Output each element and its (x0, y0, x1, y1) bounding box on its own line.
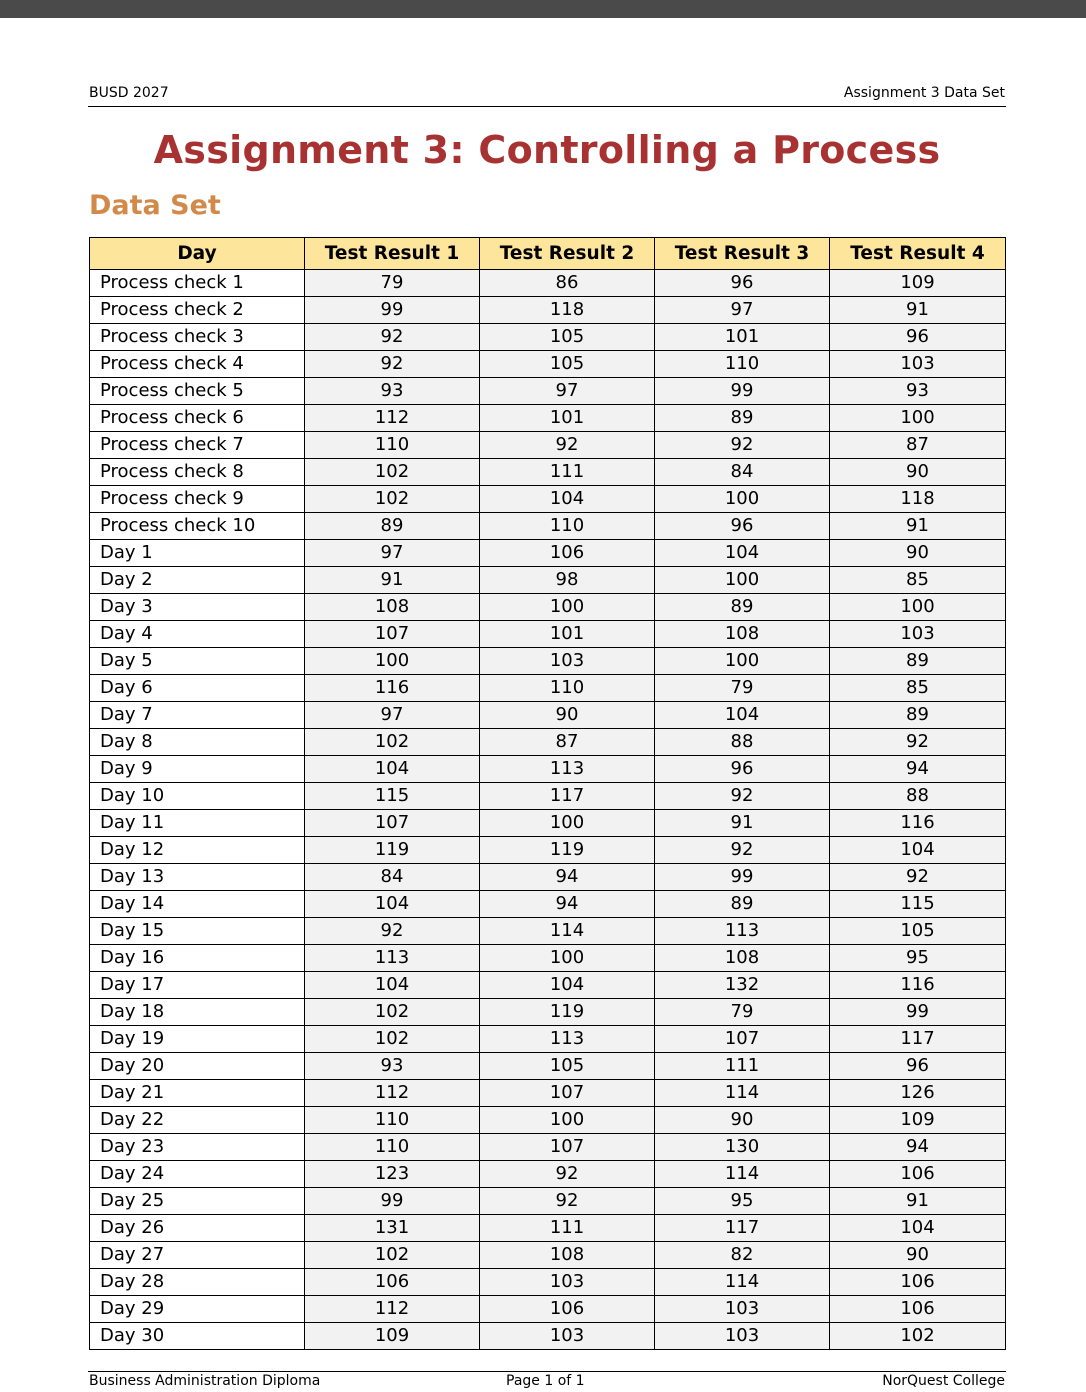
test-result-cell: 112 (305, 405, 480, 432)
test-result-cell: 126 (830, 1080, 1006, 1107)
table-row (90, 756, 1006, 783)
table-header-row (90, 238, 1006, 270)
row-label-cell: Day 21 (90, 1080, 305, 1107)
test-result-cell: 92 (655, 837, 830, 864)
test-result-cell: 131 (305, 1215, 480, 1242)
test-result-cell: 104 (830, 1215, 1006, 1242)
row-label-cell: Process check 3 (90, 324, 305, 351)
test-result-cell: 130 (655, 1134, 830, 1161)
row-label-cell: Day 9 (90, 756, 305, 783)
row-label-cell: Day 26 (90, 1215, 305, 1242)
test-result-cell: 94 (480, 891, 655, 918)
test-result-cell: 113 (480, 756, 655, 783)
test-result-cell: 101 (480, 621, 655, 648)
table-row (90, 999, 1006, 1026)
test-result-cell: 100 (655, 567, 830, 594)
row-label-cell: Day 28 (90, 1269, 305, 1296)
test-result-cell: 99 (305, 297, 480, 324)
table-row (90, 432, 1006, 459)
row-label-cell: Day 30 (90, 1323, 305, 1350)
test-result-cell: 103 (480, 1269, 655, 1296)
row-label-cell: Day 24 (90, 1161, 305, 1188)
test-result-cell: 97 (305, 702, 480, 729)
test-result-cell: 119 (305, 837, 480, 864)
row-label-cell: Day 11 (90, 810, 305, 837)
table-row (90, 648, 1006, 675)
row-label-cell: Process check 9 (90, 486, 305, 513)
row-label-cell: Day 12 (90, 837, 305, 864)
test-result-cell: 89 (305, 513, 480, 540)
test-result-cell: 106 (830, 1296, 1006, 1323)
test-result-cell: 100 (655, 486, 830, 513)
test-result-cell: 114 (655, 1161, 830, 1188)
row-label-cell: Process check 2 (90, 297, 305, 324)
table-row (90, 864, 1006, 891)
test-result-cell: 107 (655, 1026, 830, 1053)
table-row (90, 567, 1006, 594)
test-result-cell: 96 (655, 513, 830, 540)
test-result-cell: 79 (655, 675, 830, 702)
test-result-cell: 92 (305, 324, 480, 351)
test-result-cell: 92 (480, 432, 655, 459)
row-label-cell: Day 19 (90, 1026, 305, 1053)
test-result-cell: 89 (655, 891, 830, 918)
table-row (90, 1026, 1006, 1053)
test-result-cell: 92 (655, 432, 830, 459)
column-header-day: Day (90, 238, 305, 270)
test-result-cell: 100 (480, 945, 655, 972)
test-result-cell: 88 (830, 783, 1006, 810)
institution-name: NorQuest College (882, 1373, 1005, 1389)
table-row (90, 1080, 1006, 1107)
test-result-cell: 115 (830, 891, 1006, 918)
program-name: Business Administration Diploma (89, 1373, 321, 1389)
test-result-cell: 115 (305, 783, 480, 810)
test-result-cell: 92 (305, 918, 480, 945)
test-result-cell: 99 (655, 864, 830, 891)
test-result-cell: 117 (830, 1026, 1006, 1053)
test-result-cell: 102 (305, 486, 480, 513)
test-result-cell: 90 (830, 1242, 1006, 1269)
test-result-cell: 118 (830, 486, 1006, 513)
test-result-cell: 114 (480, 918, 655, 945)
page-number: Page 1 of 1 (506, 1373, 585, 1389)
row-label-cell: Process check 5 (90, 378, 305, 405)
test-result-cell: 112 (305, 1296, 480, 1323)
row-label-cell: Process check 4 (90, 351, 305, 378)
row-label-cell: Day 4 (90, 621, 305, 648)
test-result-cell: 108 (655, 945, 830, 972)
test-result-cell: 92 (480, 1161, 655, 1188)
test-result-cell: 79 (655, 999, 830, 1026)
test-result-cell: 97 (655, 297, 830, 324)
table-row (90, 1242, 1006, 1269)
test-result-cell: 106 (305, 1269, 480, 1296)
data-table (89, 237, 1006, 1350)
test-result-cell: 99 (655, 378, 830, 405)
table-row (90, 1134, 1006, 1161)
window-top-bar (0, 0, 1086, 18)
row-label-cell: Process check 1 (90, 270, 305, 297)
table-row (90, 1296, 1006, 1323)
row-label-cell: Day 18 (90, 999, 305, 1026)
test-result-cell: 93 (305, 1053, 480, 1080)
test-result-cell: 103 (480, 1323, 655, 1350)
table-row (90, 540, 1006, 567)
test-result-cell: 103 (830, 621, 1006, 648)
test-result-cell: 100 (480, 810, 655, 837)
test-result-cell: 87 (830, 432, 1006, 459)
row-label-cell: Day 2 (90, 567, 305, 594)
test-result-cell: 102 (305, 729, 480, 756)
test-result-cell: 106 (480, 540, 655, 567)
test-result-cell: 113 (305, 945, 480, 972)
table-row (90, 810, 1006, 837)
test-result-cell: 101 (480, 405, 655, 432)
test-result-cell: 132 (655, 972, 830, 999)
table-row (90, 621, 1006, 648)
row-label-cell: Process check 6 (90, 405, 305, 432)
test-result-cell: 92 (830, 864, 1006, 891)
table-row (90, 1188, 1006, 1215)
test-result-cell: 87 (480, 729, 655, 756)
row-label-cell: Day 1 (90, 540, 305, 567)
test-result-cell: 105 (480, 351, 655, 378)
table-row (90, 1053, 1006, 1080)
test-result-cell: 91 (830, 297, 1006, 324)
table-row (90, 378, 1006, 405)
test-result-cell: 96 (830, 324, 1006, 351)
test-result-cell: 100 (830, 594, 1006, 621)
test-result-cell: 99 (305, 1188, 480, 1215)
test-result-cell: 114 (655, 1269, 830, 1296)
test-result-cell: 97 (480, 378, 655, 405)
test-result-cell: 92 (305, 351, 480, 378)
test-result-cell: 111 (480, 459, 655, 486)
row-label-cell: Day 6 (90, 675, 305, 702)
test-result-cell: 89 (830, 648, 1006, 675)
table-row (90, 405, 1006, 432)
test-result-cell: 92 (830, 729, 1006, 756)
row-label-cell: Day 14 (90, 891, 305, 918)
page-header (88, 84, 1006, 107)
test-result-cell: 100 (480, 594, 655, 621)
table-row (90, 972, 1006, 999)
test-result-cell: 119 (480, 999, 655, 1026)
test-result-cell: 109 (830, 1107, 1006, 1134)
row-label-cell: Process check 7 (90, 432, 305, 459)
test-result-cell: 107 (480, 1080, 655, 1107)
page-footer (88, 1371, 1006, 1392)
test-result-cell: 79 (305, 270, 480, 297)
row-label-cell: Day 27 (90, 1242, 305, 1269)
test-result-cell: 82 (655, 1242, 830, 1269)
test-result-cell: 100 (655, 648, 830, 675)
test-result-cell: 105 (480, 1053, 655, 1080)
test-result-cell: 91 (655, 810, 830, 837)
row-label-cell: Day 25 (90, 1188, 305, 1215)
test-result-cell: 114 (655, 1080, 830, 1107)
test-result-cell: 100 (480, 1107, 655, 1134)
test-result-cell: 85 (830, 567, 1006, 594)
test-result-cell: 110 (655, 351, 830, 378)
test-result-cell: 94 (480, 864, 655, 891)
row-label-cell: Day 7 (90, 702, 305, 729)
test-result-cell: 94 (830, 756, 1006, 783)
test-result-cell: 90 (655, 1107, 830, 1134)
row-label-cell: Day 22 (90, 1107, 305, 1134)
test-result-cell: 91 (830, 513, 1006, 540)
test-result-cell: 96 (830, 1053, 1006, 1080)
test-result-cell: 104 (655, 540, 830, 567)
table-row (90, 594, 1006, 621)
test-result-cell: 101 (655, 324, 830, 351)
test-result-cell: 111 (655, 1053, 830, 1080)
row-label-cell: Day 10 (90, 783, 305, 810)
table-row (90, 1269, 1006, 1296)
table-row (90, 1161, 1006, 1188)
test-result-cell: 102 (305, 1026, 480, 1053)
test-result-cell: 104 (655, 702, 830, 729)
test-result-cell: 112 (305, 1080, 480, 1107)
test-result-cell: 104 (305, 972, 480, 999)
test-result-cell: 104 (305, 756, 480, 783)
test-result-cell: 102 (305, 999, 480, 1026)
test-result-cell: 111 (480, 1215, 655, 1242)
test-result-cell: 107 (305, 621, 480, 648)
test-result-cell: 103 (655, 1323, 830, 1350)
column-header-test-result-1: Test Result 1 (305, 238, 480, 270)
table-row (90, 351, 1006, 378)
table-row (90, 891, 1006, 918)
table-row (90, 270, 1006, 297)
table-row (90, 486, 1006, 513)
test-result-cell: 86 (480, 270, 655, 297)
test-result-cell: 106 (480, 1296, 655, 1323)
test-result-cell: 98 (480, 567, 655, 594)
test-result-cell: 90 (830, 459, 1006, 486)
test-result-cell: 117 (480, 783, 655, 810)
test-result-cell: 96 (655, 756, 830, 783)
test-result-cell: 102 (830, 1323, 1006, 1350)
test-result-cell: 104 (480, 486, 655, 513)
table-row (90, 1323, 1006, 1350)
table-row (90, 702, 1006, 729)
row-label-cell: Day 13 (90, 864, 305, 891)
test-result-cell: 90 (830, 540, 1006, 567)
row-label-cell: Day 17 (90, 972, 305, 999)
course-code: BUSD 2027 (89, 85, 169, 101)
test-result-cell: 95 (655, 1188, 830, 1215)
test-result-cell: 107 (305, 810, 480, 837)
test-result-cell: 102 (305, 1242, 480, 1269)
table-row (90, 837, 1006, 864)
table-row (90, 297, 1006, 324)
table-row (90, 918, 1006, 945)
test-result-cell: 119 (480, 837, 655, 864)
row-label-cell: Day 16 (90, 945, 305, 972)
column-header-test-result-2: Test Result 2 (480, 238, 655, 270)
test-result-cell: 106 (830, 1269, 1006, 1296)
test-result-cell: 96 (655, 270, 830, 297)
test-result-cell: 103 (480, 648, 655, 675)
row-label-cell: Day 5 (90, 648, 305, 675)
column-header-test-result-4: Test Result 4 (830, 238, 1006, 270)
test-result-cell: 110 (305, 432, 480, 459)
test-result-cell: 93 (305, 378, 480, 405)
test-result-cell: 113 (480, 1026, 655, 1053)
row-label-cell: Day 8 (90, 729, 305, 756)
test-result-cell: 104 (305, 891, 480, 918)
test-result-cell: 106 (830, 1161, 1006, 1188)
test-result-cell: 100 (305, 648, 480, 675)
table-row (90, 1107, 1006, 1134)
test-result-cell: 97 (305, 540, 480, 567)
test-result-cell: 123 (305, 1161, 480, 1188)
test-result-cell: 88 (655, 729, 830, 756)
test-result-cell: 89 (655, 405, 830, 432)
table-row (90, 1215, 1006, 1242)
test-result-cell: 117 (655, 1215, 830, 1242)
test-result-cell: 116 (305, 675, 480, 702)
row-label-cell: Process check 10 (90, 513, 305, 540)
row-label-cell: Day 23 (90, 1134, 305, 1161)
row-label-cell: Process check 8 (90, 459, 305, 486)
test-result-cell: 110 (480, 675, 655, 702)
test-result-cell: 105 (830, 918, 1006, 945)
test-result-cell: 91 (830, 1188, 1006, 1215)
test-result-cell: 113 (655, 918, 830, 945)
test-result-cell: 104 (830, 837, 1006, 864)
test-result-cell: 93 (830, 378, 1006, 405)
test-result-cell: 102 (305, 459, 480, 486)
row-label-cell: Day 15 (90, 918, 305, 945)
table-row (90, 324, 1006, 351)
test-result-cell: 108 (480, 1242, 655, 1269)
row-label-cell: Day 20 (90, 1053, 305, 1080)
test-result-cell: 103 (655, 1296, 830, 1323)
test-result-cell: 109 (305, 1323, 480, 1350)
test-result-cell: 118 (480, 297, 655, 324)
test-result-cell: 110 (305, 1134, 480, 1161)
test-result-cell: 110 (305, 1107, 480, 1134)
test-result-cell: 99 (830, 999, 1006, 1026)
test-result-cell: 85 (830, 675, 1006, 702)
table-row (90, 945, 1006, 972)
test-result-cell: 109 (830, 270, 1006, 297)
test-result-cell: 107 (480, 1134, 655, 1161)
table-row (90, 459, 1006, 486)
test-result-cell: 110 (480, 513, 655, 540)
test-result-cell: 94 (830, 1134, 1006, 1161)
test-result-cell: 104 (480, 972, 655, 999)
table-row (90, 675, 1006, 702)
table-body (90, 270, 1006, 1350)
row-label-cell: Day 3 (90, 594, 305, 621)
test-result-cell: 84 (305, 864, 480, 891)
test-result-cell: 84 (655, 459, 830, 486)
test-result-cell: 90 (480, 702, 655, 729)
test-result-cell: 91 (305, 567, 480, 594)
test-result-cell: 108 (305, 594, 480, 621)
test-result-cell: 100 (830, 405, 1006, 432)
test-result-cell: 103 (830, 351, 1006, 378)
table-row (90, 513, 1006, 540)
table-row (90, 783, 1006, 810)
document-label: Assignment 3 Data Set (843, 85, 1005, 101)
column-header-test-result-3: Test Result 3 (655, 238, 830, 270)
test-result-cell: 105 (480, 324, 655, 351)
test-result-cell: 116 (830, 972, 1006, 999)
test-result-cell: 92 (655, 783, 830, 810)
test-result-cell: 95 (830, 945, 1006, 972)
test-result-cell: 108 (655, 621, 830, 648)
section-heading: Data Set (89, 190, 221, 221)
test-result-cell: 89 (655, 594, 830, 621)
table-row (90, 729, 1006, 756)
page-title: Assignment 3: Controlling a Process (153, 128, 941, 172)
row-label-cell: Day 29 (90, 1296, 305, 1323)
test-result-cell: 116 (830, 810, 1006, 837)
test-result-cell: 92 (480, 1188, 655, 1215)
test-result-cell: 89 (830, 702, 1006, 729)
